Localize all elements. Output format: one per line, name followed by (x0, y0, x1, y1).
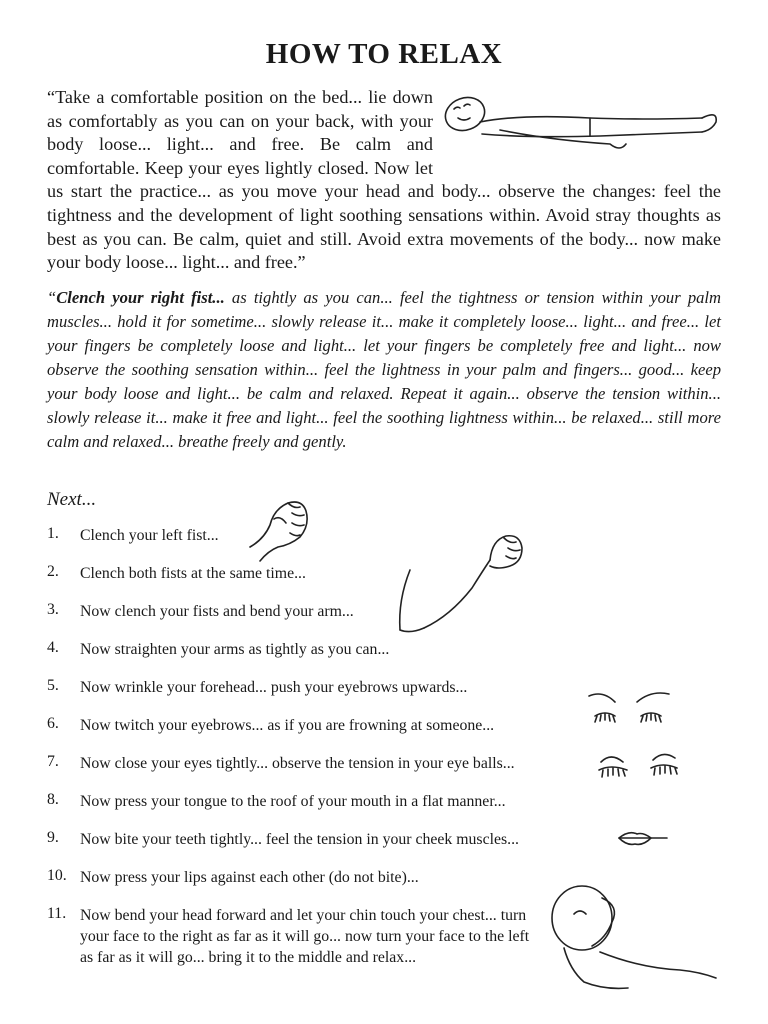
step-number: 7. (47, 753, 59, 770)
step-text: Clench your left fist... (80, 527, 219, 544)
step-text: Now wrinkle your forehead... push your eyebrows upwards... (80, 679, 468, 696)
bent-arm-icon (390, 530, 525, 635)
step-number: 9. (47, 829, 59, 846)
pressed-lips-icon (615, 826, 670, 851)
step-text: Now straighten your arms as tightly as you can... (80, 641, 390, 658)
step-number: 3. (47, 601, 59, 618)
step-number: 5. (47, 677, 59, 694)
step-text: Now close your eyes tightly... observe the tension in your eye balls... (80, 755, 515, 772)
step-number: 10. (47, 867, 67, 884)
step-number: 11. (47, 905, 67, 922)
step-text: Clench both fists at the same time... (80, 565, 306, 582)
intro-text: “Take a comfortable position on the bed... lie down as comfortably as you can on your back, with your body loose... light... and free. Be calm and comfortable. Keep your eyes lightly closed. Now let us start the practice... as you move your head and body... observe the changes: feel the tightness and the development of light soothing sensations within. Avoid stray thoughts as best as you can. Be calm, quiet and still. Avoid extra movements of the body... now make your body loose... light... and free.” (47, 87, 721, 273)
step-text: Now press your lips against each other (do not bite)... (80, 869, 419, 886)
clench-lead: Clench your right fist... (56, 288, 225, 307)
step-text: Now bite your teeth tightly... feel the tension in your cheek muscles... (80, 831, 519, 848)
step-text: Now press your tongue to the roof of your mouth in a flat manner... (80, 793, 506, 810)
step-number: 4. (47, 639, 59, 656)
open-quote: “ (47, 288, 57, 307)
page-title: HOW TO RELAX (265, 38, 503, 70)
clench-paragraph (47, 286, 721, 454)
next-heading: Next... (47, 489, 97, 510)
closed-eyes-icon (595, 750, 685, 785)
head-turn-icon (540, 878, 720, 998)
clenched-fist-icon (244, 495, 312, 565)
step-number: 2. (47, 563, 59, 580)
raised-eyebrows-icon (585, 688, 675, 728)
step-text: Now clench your fists and bend your arm... (80, 603, 354, 620)
step-text: Now bend your head forward and let your chin touch your chest... turn your face to the right as far as it will go... now turn your face to the left as far as it will go... bring it to the middle and relax... (80, 907, 530, 966)
clench-text: as tightly as you can... feel the tightness or tension within your palm muscles... hold it for sometime... slowly release it... make it completely loose... light... and free... let your fingers be completely loose and light... let your fingers be completely free and light... now observe the soothing sensation within... feel the lightness in your palm and fingers... good... keep your body loose and light... be calm and relaxed. Repeat it again... observe the tension within... slowly release it... make it free and light... feel the soothing lightness within... be relaxed... still more calm and relaxed... breathe freely and gently. (47, 288, 722, 451)
step-number: 1. (47, 525, 59, 542)
lying-person-icon (440, 92, 725, 162)
step-number: 6. (47, 715, 59, 732)
step-number: 8. (47, 791, 59, 808)
step-text: Now twitch your eyebrows... as if you are frowning at someone... (80, 717, 495, 734)
